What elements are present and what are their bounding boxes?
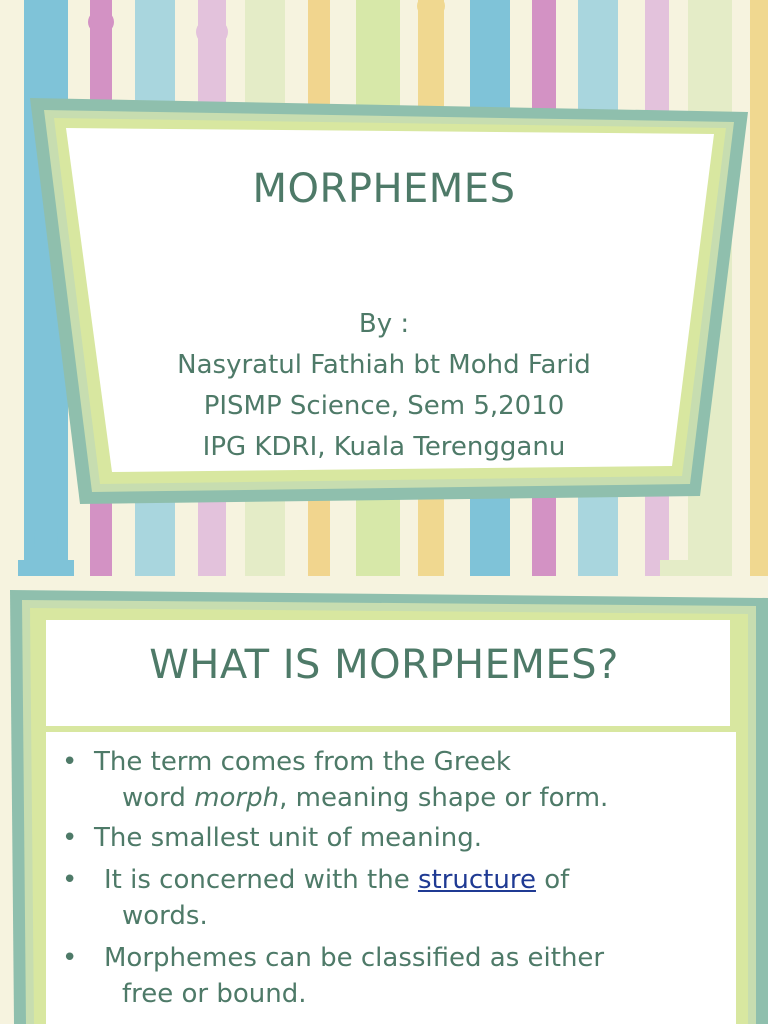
italic-term: morph [194,783,280,813]
author-byline [0,304,768,468]
bullet-icon: • [62,943,78,973]
bullet-continuation: words. [122,901,208,931]
bullet-item-classification [62,940,752,1012]
bullet-text: The term comes from the Greek [94,747,511,777]
text-fragment: of [535,865,570,895]
bullet-continuation: free or bound. [122,979,307,1009]
bullet-item-greek-origin [62,744,752,816]
byline-institution: IPG KDRI, Kuala Terengganu [202,432,566,462]
text-fragment: , meaning shape or form. [279,783,609,813]
text-fragment: word [122,783,195,813]
bullet-item-structure [62,862,752,934]
bullet-item-smallest-unit [62,820,752,856]
bullet-icon: • [62,823,78,853]
bullet-text: Morphemes can be classified as either [104,943,605,973]
byline-program: PISMP Science, Sem 5,2010 [203,391,565,421]
bullet-icon: • [62,865,78,895]
bullet-text: The smallest unit of meaning. [94,823,483,853]
byline-by: By : [358,309,410,339]
bullet-list [62,744,752,1016]
text-fragment: It is concerned with the [104,865,418,895]
bullet-icon: • [62,747,78,777]
structure-link[interactable]: structure [417,865,536,895]
slide-2-title: WHAT IS MORPHEMES? [149,642,619,688]
bullet-continuation [94,780,752,816]
slide-1-title: MORPHEMES [252,166,516,212]
byline-name: Nasyratul Fathiah bt Mohd Farid [177,350,591,380]
